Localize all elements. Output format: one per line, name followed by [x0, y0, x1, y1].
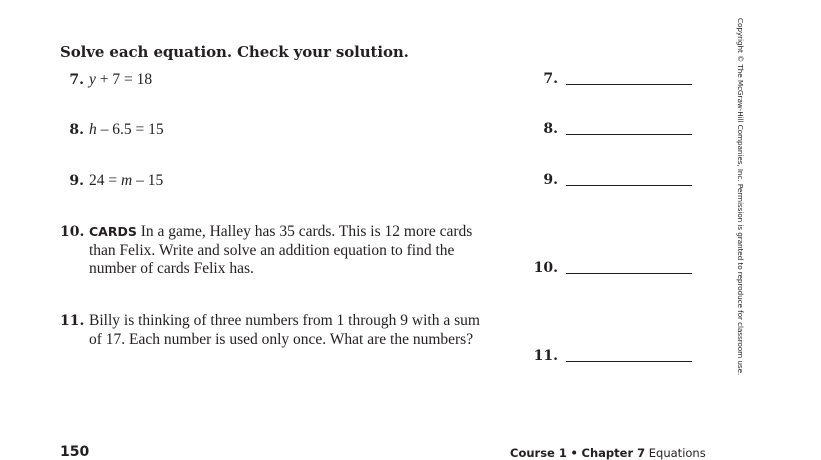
answer-label: 8. — [543, 121, 558, 137]
equation — [89, 172, 499, 191]
course-label: Course 1 — [510, 446, 567, 460]
problem-number: 11. — [60, 313, 85, 329]
chapter-title: Equations — [648, 446, 706, 460]
page-number: 150 — [60, 444, 90, 460]
answer-label: 7. — [543, 71, 558, 87]
problem-tag: CARDS — [89, 224, 137, 239]
equation-text: + 7 = 18 — [95, 71, 153, 88]
equation-text: 24 = — [89, 172, 121, 189]
problem-number: 10. — [60, 224, 85, 240]
answer-line[interactable] — [566, 84, 692, 85]
answer-blank-7[interactable] — [520, 68, 692, 88]
answer-blank-10[interactable] — [520, 257, 692, 277]
equation-text: – 6.5 = 15 — [96, 121, 164, 138]
answer-blank-9[interactable] — [520, 169, 692, 189]
instructions-heading: Solve each equation. Check your solution. — [60, 43, 409, 61]
answer-label: 10. — [533, 260, 558, 276]
equation-text: – 15 — [132, 172, 164, 189]
word-problem: Billy is thinking of three numbers from 1 through 9 with a sum of 17. Each number is used only once. What are the numbers? — [89, 312, 480, 348]
answer-label: 9. — [543, 172, 558, 188]
problem-number: 8. — [69, 122, 84, 138]
answer-line[interactable] — [566, 361, 692, 362]
chapter-label: Chapter 7 — [581, 446, 646, 460]
problem-text: In a game, Halley has 35 cards. This is 12 more cards than Felix. Write and solve an addition equation to find the number of cards Felix has. — [89, 223, 473, 277]
problem-number: 9. — [69, 173, 84, 189]
answer-blank-11[interactable] — [520, 345, 692, 365]
equation — [89, 71, 499, 90]
answer-label: 11. — [533, 348, 558, 364]
variable: m — [121, 172, 133, 189]
variable: h — [89, 121, 97, 138]
copyright-notice: Copyright © The McGraw-Hill Companies, Inc. Permission is granted to reproduce for classroom use. — [736, 18, 745, 376]
footer-course-chapter — [510, 446, 706, 460]
equation — [89, 121, 499, 140]
footer-separator: • — [570, 446, 578, 460]
problem-number: 7. — [69, 72, 84, 88]
variable: y — [89, 71, 96, 88]
word-problem — [89, 223, 484, 279]
answer-blank-8[interactable] — [520, 118, 692, 138]
answer-line[interactable] — [566, 185, 692, 186]
answer-line[interactable] — [566, 273, 692, 274]
answer-line[interactable] — [566, 134, 692, 135]
